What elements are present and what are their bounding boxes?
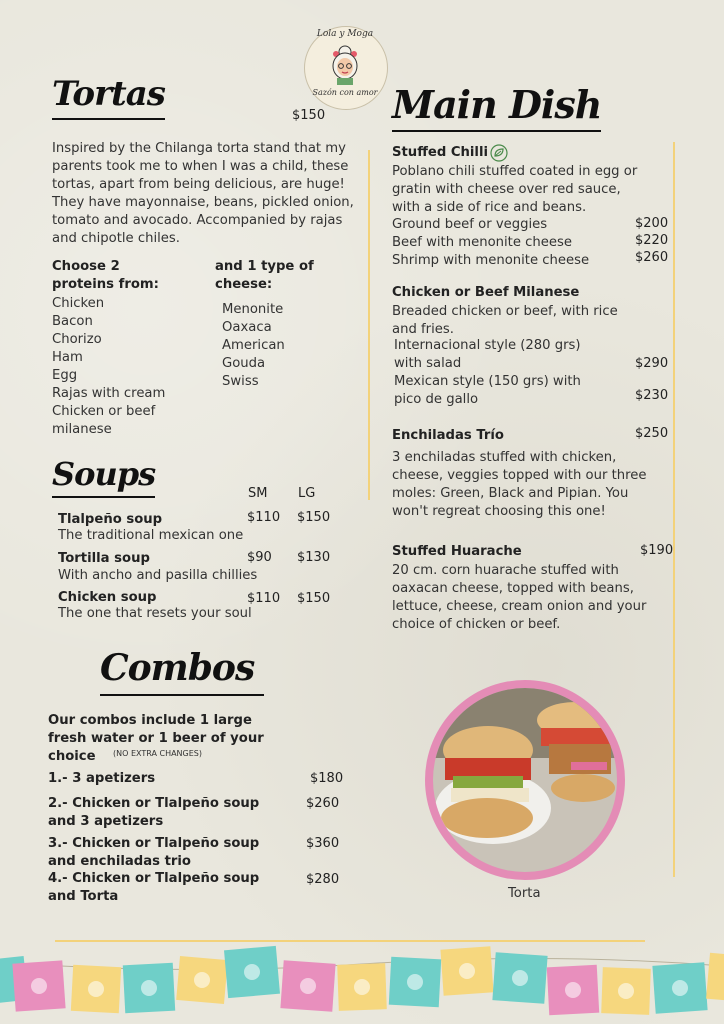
chilli-option-label: Beef with menonite cheese — [392, 235, 572, 250]
cheese-heading: and 1 type of cheese: — [215, 259, 314, 292]
photo-caption: Torta — [508, 886, 541, 901]
combo-label: 4.- Chicken or Tlalpeño soup and Torta — [48, 871, 260, 904]
milanese-name: Chicken or Beef Milanese — [392, 285, 580, 300]
protein-list — [52, 295, 202, 439]
combo-price: $360 — [306, 836, 340, 851]
soups-col-sm: SM — [248, 486, 268, 501]
enchiladas-desc: 3 enchiladas stuffed with chicken, cheese, veggies topped with our three moles: Green, Black and Pipian. You won't regreat choosing this one! — [392, 450, 647, 519]
list-item: Rajas with cream — [52, 386, 166, 401]
grandma-face-icon — [327, 44, 363, 86]
milanese-option-1-cont: with salad — [394, 356, 462, 371]
milanese-desc: Breaded chicken or beef, with rice and fries. — [392, 304, 618, 337]
milanese-option-1: Internacional style (280 grs) — [394, 338, 581, 353]
list-item: Ham — [52, 350, 83, 365]
logo-top-text: Lola y Moga — [316, 29, 374, 39]
papel-picado-garland — [0, 944, 724, 1024]
soup-price-sm: $110 — [247, 591, 281, 606]
soup-desc: The one that resets your soul — [58, 606, 252, 621]
tortas-price: $150 — [292, 108, 326, 123]
huarache-desc: 20 cm. corn huarache stuffed with oaxacan cheese, topped with beans, lettuce, cheese, cream onion and your choice of chicken or beef. — [392, 563, 647, 632]
proteins-heading: Choose 2 proteins from: — [52, 259, 159, 292]
soup-name: Tlalpeño soup — [58, 512, 163, 527]
list-item: Chicken or beef milanese — [52, 404, 156, 437]
milanese-option-1-price: $290 — [635, 356, 669, 371]
milanese-option-2-price: $230 — [635, 388, 669, 403]
chilli-option-price: $220 — [635, 233, 669, 248]
stuffed-chilli-desc: Poblano chili stuffed coated in egg or gratin with cheese over red sauce, with a side of rice and beans. — [392, 164, 638, 215]
list-item: Chicken — [52, 296, 105, 311]
list-item: American — [222, 338, 285, 353]
chilli-option-price: $260 — [635, 250, 669, 265]
soup-price-sm: $110 — [247, 510, 281, 525]
soup-name: Tortilla soup — [58, 551, 150, 566]
combo-label: 1.- 3 apetizers — [48, 771, 156, 786]
combo-label: 3.- Chicken or Tlalpeño soup and enchiladas trio — [48, 836, 260, 869]
list-item: Gouda — [222, 356, 266, 371]
combos-title: Combos — [100, 642, 264, 696]
enchiladas-name: Enchiladas Trío — [392, 428, 504, 443]
huarache-name: Stuffed Huarache — [392, 544, 522, 559]
list-item: Menonite — [222, 302, 284, 317]
soups-title: Soups — [52, 452, 155, 498]
soup-price-lg: $150 — [297, 510, 331, 525]
divider-vertical-right — [673, 142, 675, 877]
chilli-option-label: Shrimp with menonite cheese — [392, 253, 590, 268]
combo-price: $180 — [310, 771, 344, 786]
soup-name: Chicken soup — [58, 590, 157, 605]
main-dish-title: Main Dish — [392, 80, 601, 132]
soups-col-lg: LG — [298, 486, 316, 501]
milanese-option-2: Mexican style (150 grs) with — [394, 374, 581, 389]
divider-vertical-left — [368, 150, 370, 500]
soup-price-lg: $130 — [297, 550, 331, 565]
list-item: Bacon — [52, 314, 93, 329]
combos-intro: Our combos include 1 large fresh water or 1 beer of your choice — [48, 713, 264, 764]
logo-bottom-text: Sazón con amor — [312, 88, 378, 97]
tortas-title: Tortas — [52, 70, 165, 120]
stuffed-chilli-name: Stuffed Chilli — [392, 145, 488, 160]
combo-price: $280 — [306, 872, 340, 887]
chilli-option-price: $200 — [635, 216, 669, 231]
huarache-price: $190 — [640, 543, 674, 558]
tortas-description: Inspired by the Chilanga torta stand that my parents took me to when I was a child, these tortas, apart from being delicious, are huge! They have mayonnaise, beans, pickled onion, tomato and avocado. Accompanied by rajas and chipotle chiles. — [52, 141, 354, 246]
soup-price-lg: $150 — [297, 591, 331, 606]
list-item: Egg — [52, 368, 78, 383]
vegetarian-leaf-icon — [490, 144, 508, 162]
combos-note: (NO EXTRA CHANGES) — [113, 749, 202, 758]
divider-horizontal-bottom — [55, 940, 645, 942]
soup-desc: The traditional mexican one — [58, 528, 244, 543]
list-item: Swiss — [222, 374, 259, 389]
combo-price: $260 — [306, 796, 340, 811]
soup-desc: With ancho and pasilla chillies — [58, 568, 258, 583]
combo-label: 2.- Chicken or Tlalpeño soup and 3 apetizers — [48, 796, 260, 829]
chilli-option-label: Ground beef or veggies — [392, 217, 548, 232]
torta-photo — [433, 688, 617, 872]
list-item: Oaxaca — [222, 320, 272, 335]
soup-price-sm: $90 — [247, 550, 272, 565]
cheese-list — [222, 301, 332, 391]
milanese-option-2-cont: pico de gallo — [394, 392, 479, 407]
enchiladas-price: $250 — [635, 426, 669, 441]
list-item: Chorizo — [52, 332, 102, 347]
